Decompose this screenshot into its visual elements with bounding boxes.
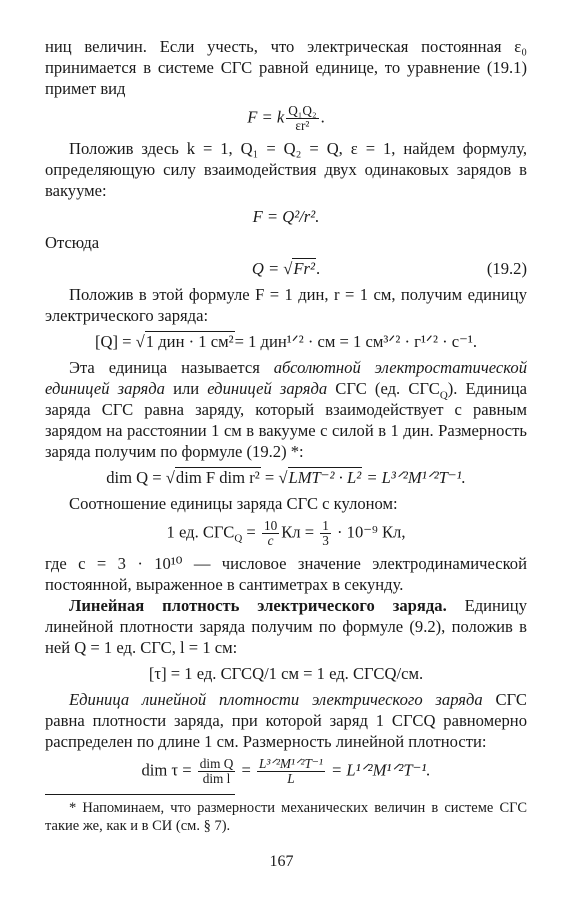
eq4-radicand xyxy=(145,331,235,351)
eq5-lhs: dim Q = √ xyxy=(106,467,175,487)
eq3-lhs: Q = √ xyxy=(251,258,293,278)
eq6-denominator-1: c xyxy=(267,532,274,548)
eq8-denominator-2: L xyxy=(287,770,295,786)
p9-italic-term: Единица линейной плотности электрического заряда xyxy=(69,689,483,709)
equation-coulomb-relation xyxy=(45,519,527,548)
eq6-coulomb: Кл = xyxy=(281,522,319,542)
eq8-fraction-2 xyxy=(257,757,325,786)
eq5-rhs: = L³ᐟ²M¹ᐟ²T⁻¹. xyxy=(362,467,466,487)
eq5-mid: = √ xyxy=(260,467,288,487)
equation-dim-tau xyxy=(45,757,527,786)
p5-part-a: Эта единица называется xyxy=(69,357,274,377)
paragraph-9 xyxy=(45,689,527,752)
p9-rest: СГС равна плотности заряда, при которой заряд 1 СГСQ равномерно распределен по длине 1 см. Размерность линейной плотности: xyxy=(45,689,527,751)
eq5-radicand-2 xyxy=(288,467,363,487)
eq6-denominator-2: 3 xyxy=(322,532,329,548)
eq3-end: . xyxy=(316,258,321,278)
footnote: * Напоминаем, что размерности механических величин в системе СГС такие же, как и в СИ (см. § 7). xyxy=(45,799,527,834)
eq1-end: . xyxy=(320,107,325,127)
eq5-radicand-1 xyxy=(175,467,261,487)
equation-coulomb-cgs xyxy=(45,104,527,133)
eq6-fraction-2 xyxy=(320,519,331,548)
eq8-fraction-1 xyxy=(198,757,236,786)
eq1-lhs: F = k xyxy=(247,107,285,127)
eq7-text: [τ] = 1 ед. СГСQ/1 см = 1 ед. СГСQ/см. xyxy=(148,663,424,683)
eq8-rhs: = L¹ᐟ²M¹ᐟ²T⁻¹. xyxy=(326,760,431,779)
eq4-radicand-text: 1 дин · 1 см² xyxy=(145,331,234,351)
eq6-subscript: Q xyxy=(234,532,243,545)
paragraph-8 xyxy=(45,595,527,658)
eq1-fraction xyxy=(286,104,318,133)
equation-number: (19.2) xyxy=(486,258,527,278)
eq6-equals: = xyxy=(242,522,260,542)
eq3-radicand-text: Fr² xyxy=(293,258,315,278)
eq6-lhs: 1 ед. СГС xyxy=(166,522,235,542)
p5-subscript: Q xyxy=(439,389,448,402)
paragraph-5 xyxy=(45,357,527,462)
section-heading-linear-density: Линейная плотность электрического заряда. xyxy=(69,595,447,615)
eq6-rhs: · 10⁻⁹ Кл, xyxy=(332,522,406,542)
page-number: 167 xyxy=(269,853,294,870)
eq4-lhs: [Q] = √ xyxy=(94,331,145,351)
equation-19-2 xyxy=(45,258,527,279)
p8-rest: Единицу линейной плотности заряда получим по формуле (9.2), положив в ней Q = 1 ед. СГС, l = 1 см: xyxy=(45,595,527,657)
eq4-rhs: = 1 дин¹ᐟ² · см = 1 см³ᐟ² · г¹ᐟ² · с⁻¹. xyxy=(234,331,477,351)
equation-dim-q xyxy=(45,467,527,488)
equation-charge-unit xyxy=(45,331,527,352)
p5-term-absolute-unit: абсолютной электростатической единицей заряда xyxy=(45,357,527,398)
footnote-divider xyxy=(45,794,235,795)
paragraph-6: Соотношение единицы заряда СГС с кулоном: xyxy=(69,493,398,513)
eq8-denominator-1: dim l xyxy=(202,770,231,786)
paragraph-7: где c = 3 · 10¹⁰ — числовое значение электродинамической постоянной, выраженное в сантиметрах в секунду. xyxy=(45,553,527,594)
eq1-denominator: εr² xyxy=(295,117,310,133)
eq5-radicand-1-text: dim F dim r² xyxy=(175,467,260,487)
eq6-fraction-1 xyxy=(262,519,279,548)
eq6-numerator-1: 10 xyxy=(263,517,278,533)
paragraph-3: Отсюда xyxy=(45,232,100,252)
eq8-numerator-1: dim Q xyxy=(199,755,234,771)
paragraph-2: Положив здесь k = 1, Q₁ = Q₂ = Q, ε = 1, найдем формулу, определяющую силу взаимодействия двух одинаковых зарядов в вакууме: xyxy=(45,138,527,200)
eq5-radicand-2-text: LMT⁻² · L² xyxy=(288,467,362,487)
eq8-lhs: dim τ = xyxy=(141,760,196,779)
equation-tau-unit xyxy=(45,663,527,684)
p5-term-unit: единицей заряда xyxy=(207,378,328,398)
eq2-text: F = Q²/r². xyxy=(252,206,320,226)
p5-part-c: или xyxy=(164,378,208,398)
paragraph-1: ниц величин. Если учесть, что электрическая постоянная ε₀ принимается в системе СГС равной единице, то уравнение (19.1) примет вид xyxy=(45,37,527,98)
paragraph-4: Положив в этой формуле F = 1 дин, r = 1 см, получим единицу электрического заряда: xyxy=(45,284,527,325)
eq8-equals: = xyxy=(237,760,255,779)
eq3-radicand xyxy=(292,258,316,278)
eq1-numerator: Q₁Q₂ xyxy=(288,103,317,118)
p5-part-f: ). Единица заряда СГС равна заряду, который взаимодействует с равным зарядом на расстоянии 1 см в вакууме с силой в 1 дин. Размерность заряда получим по формуле (19.2) *: xyxy=(45,378,528,461)
eq8-numerator-2: L³ᐟ²M¹ᐟ²T⁻¹ xyxy=(258,755,323,771)
eq6-numerator-2: 1 xyxy=(322,517,329,533)
equation-force xyxy=(45,206,527,227)
page-body xyxy=(45,36,527,835)
p5-part-e: СГС (ед. СГС xyxy=(327,378,440,398)
